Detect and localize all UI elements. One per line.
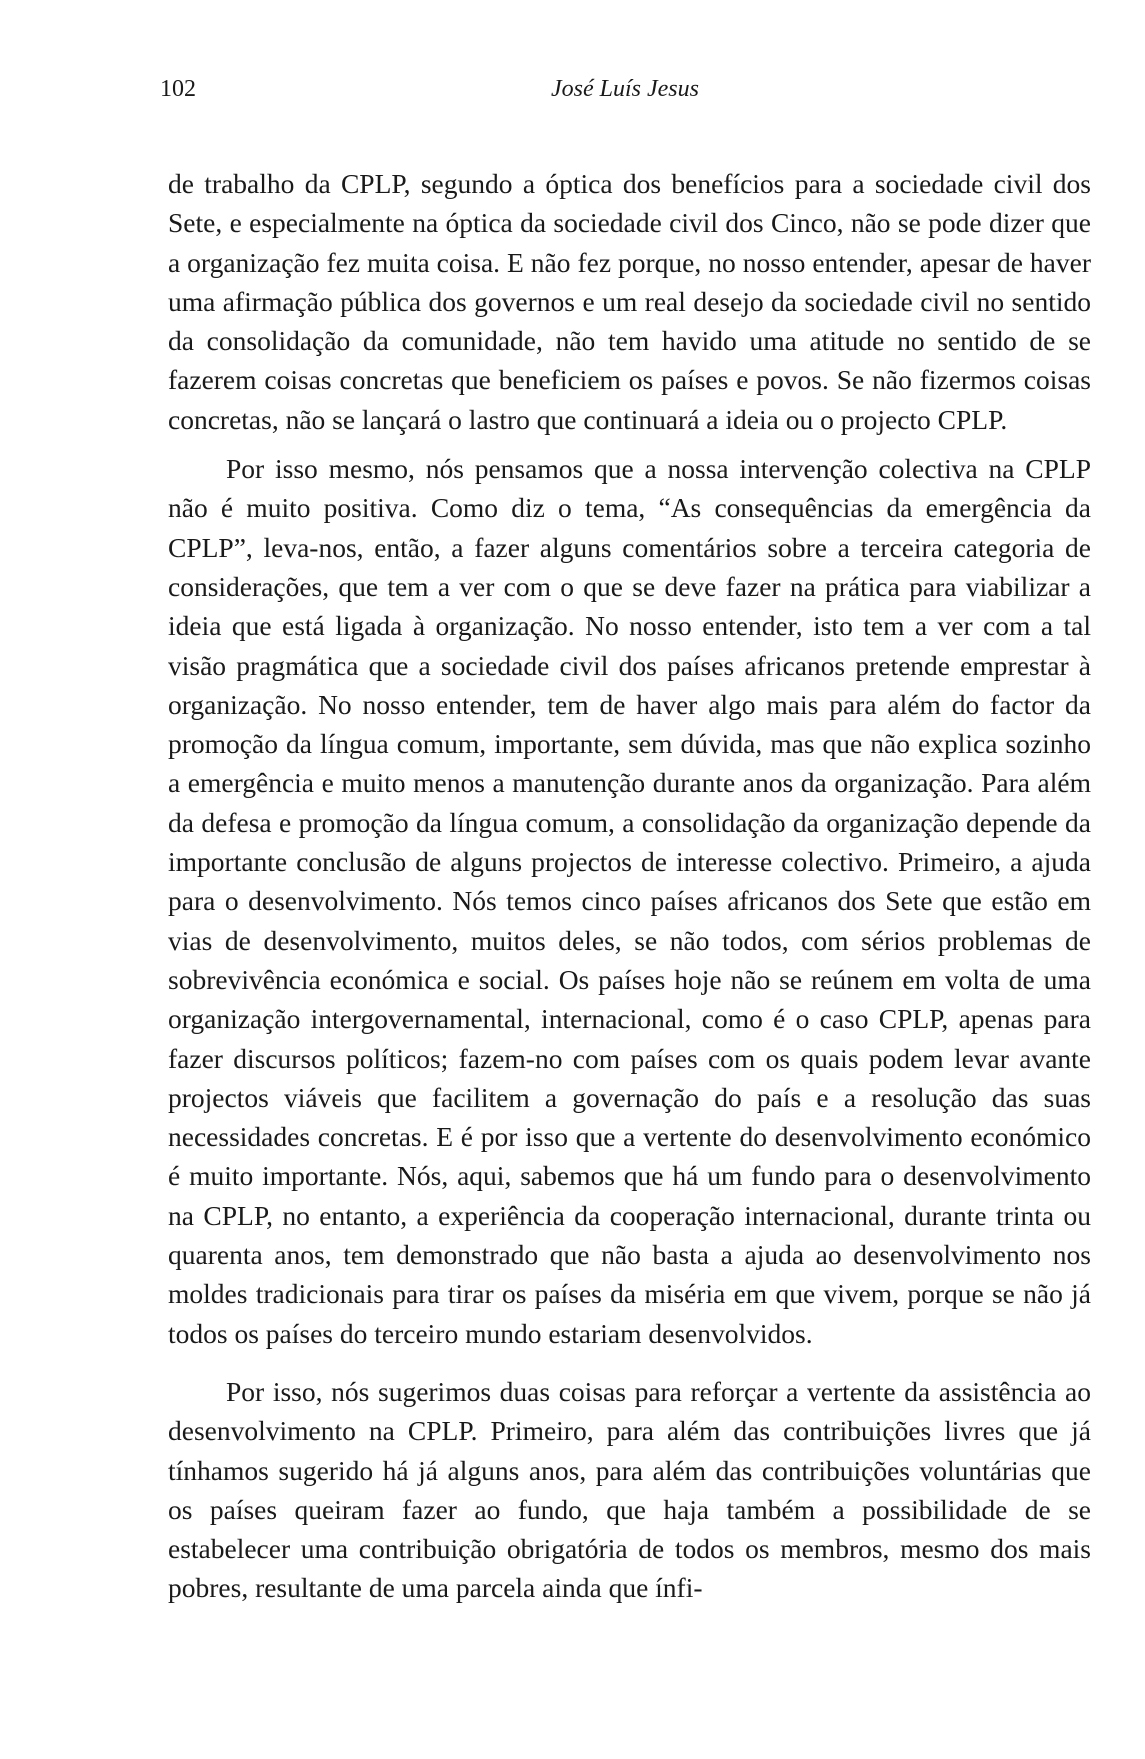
paragraph-1: de trabalho da CPLP, segundo a óptica dos benefícios para a sociedade civil dos Sete, e especialmente na óptica da sociedade civil dos Cinco, não se pode dizer que a organização fez muita coisa. E não fez porque, no nosso entender, apesar de haver uma afirmação pública dos governos e um real desejo da sociedade civil no sentido da consolidação da comunidade, não tem havido uma atitude no sentido de se fazerem coisas concretas que beneficiem os países e povos. Se não fizermos coisas concretas, não se lançará o lastro que continuará a ideia ou o projecto CPLP. [168,168,1091,435]
body-text [168,164,1091,1608]
paragraph-2: Por isso mesmo, nós pensamos que a nossa intervenção colectiva na CPLP não é muito positiva. Como diz o tema, “As consequências da emergência da CPLP”, leva-nos, então, a fazer alguns comentários sobre a terceira categoria de considerações, que tem a ver com o que se deve fazer na prática para viabilizar a ideia que está ligada à organização. No nosso entender, isto tem a ver com a tal visão pragmática que a sociedade civil dos países africanos pretende emprestar à organização. No nosso entender, tem de haver algo mais para além do factor da promoção da língua comum, importante, sem dúvida, mas que não explica sozinho a emergência e muito menos a manutenção durante anos da organização. Para além da defesa e promoção da língua comum, a consolidação da organização depende da importante conclusão de alguns projectos de interesse colectivo. Primeiro, a ajuda para o desenvolvimento. Nós temos cinco países africanos dos Sete que estão em vias de desenvolvimento, muitos deles, se não todos, com sérios problemas de sobrevivência económica e social. Os países hoje não se reúnem em volta de uma organização intergovernamental, internacional, como é o caso CPLP, apenas para fazer discursos políticos; fazem-no com países com os quais podem levar avante projectos viáveis que facilitem a governação do país e a resolução das suas necessidades concretas. E é por isso que a vertente do desenvolvimento económico é muito importante. Nós, aqui, sabemos que há um fundo para o desenvolvimento na CPLP, no entanto, a experiência da cooperação internacional, durante trinta ou quarenta anos, tem demonstrado que não basta a ajuda ao desenvolvimento nos moldes tradicionais para tirar os países da miséria em que vivem, porque se não já todos os países do terceiro mundo estariam desenvolvidos. [168,453,1091,1349]
running-title: José Luís Jesus [551,76,699,102]
running-head [160,76,1090,106]
paragraph-3: Por isso, nós sugerimos duas coisas para reforçar a vertente da assistência ao desenvolvimento na CPLP. Primeiro, para além das contribuições livres que já tínhamos sugerido há já alguns anos, para além das contribuições voluntárias que os países queiram fazer ao fundo, que haja também a possibilidade de se estabelecer uma contribuição obrigatória de todos os membros, mesmo dos mais pobres, resultante de uma parcela ainda que ínfi- [168,1375,1091,1604]
page-number: 102 [160,76,196,102]
